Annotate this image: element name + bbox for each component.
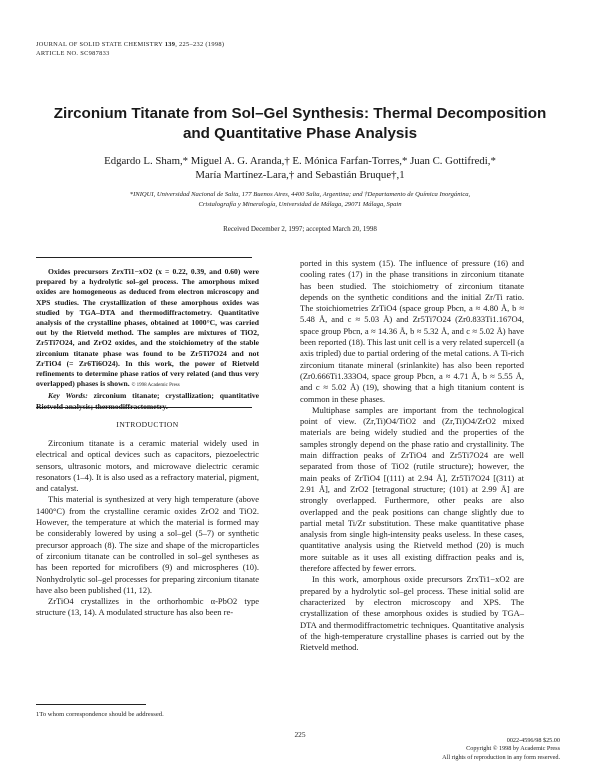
journal-volume: 139 <box>164 41 176 48</box>
affiliation-line-1: *INIQUI, Universidad Nacional de Salta, 177 Buenos Aires, 4400 Salta, Argentina; and †Departamento de Química Inorgánica, <box>129 191 471 198</box>
footnote-rule <box>36 704 146 705</box>
keywords: zirconium titanate; crystallization; quantitative Rietveld analysis; thermodiffractometry. <box>36 391 259 411</box>
affiliation-line-2: Cristalografía y Mineralogía, Universidad de Málaga, 29071 Málaga, Spain <box>198 201 402 208</box>
copyright-line: Copyright © 1998 by Academic Press <box>466 745 560 753</box>
author-list <box>40 154 560 182</box>
abstract <box>36 267 259 412</box>
journal-header <box>36 40 224 58</box>
left-column-text <box>36 438 259 619</box>
paragraph: This material is synthesized at very high temperature (above 1400°C) from the crystalline ceramic oxides ZrO2 and TiO2. However, the temperature at which the material is formed may be considerably lowered by using a sol–gel (5–7) or synthetic precursor approach (8). The size and shape of the microparticles of zirconium titanate can be controlled in sol–gel syntheses as has been reported for microfibers (9) and microspheres (10). Nonhydrolytic sol–gel processes for preparing zirconium titanate have also been published (11, 12). <box>36 494 259 595</box>
journal-pages: , 225–232 (1998) <box>175 41 225 48</box>
article-number: ARTICLE NO. SC987833 <box>36 50 110 57</box>
paragraph: ported in this system (15). The influence of pressure (16) and cooling rates (17) in the phase transitions in zirconium titanate has been studied. The stoichiometry of zirconium titanate depends on the synthetic conditions and the initial Zr/Ti ratio. The stoichiometries ZrTiO4 (space group Pbcn, a ≈ 4.80 Å, b ≈ 5.48 Å, and c ≈ 5.03 Å) and Zr5Ti7O24 (Zr0.833Ti1.167O4, space group Pbcn, a ≈ 14.36 Å, b ≈ 5.32 Å, and c ≈ 5.02 Å) have been reported (18). This last unit cell is a very related supercell (a axis tripled) due to partial ordering of the metal cations. A Ti-rich zirconium titanate mineral (srinlankite) has also been reported (Zr0.666Ti1.333O4, space group Pbcn, a ≈ 4.71 Å, b ≈ 5.55 Å, and c ≈ 5.02 Å) (19), showing that a high titanium content is common in these phases. <box>300 258 524 404</box>
journal-name: JOURNAL OF SOLID STATE CHEMISTRY <box>36 41 165 48</box>
copyright-block <box>360 737 560 762</box>
paragraph: In this work, amorphous oxide precursors ZrxTi1−xO2 are prepared by a hydrolytic sol–gel process. These initial solid are characterized by electron microscopy and XPS. The crystallization of these amorphous oxides is studied by TGA–DTA and thermodiffractometric techniques. Quantitative analysis of the high-temperature crystalline phases is carried out by the Rietveld method. <box>300 574 524 653</box>
copyright-line: 0022-4596/98 $25.00 <box>506 737 560 744</box>
paragraph: Zirconium titanate is a ceramic material widely used in electrical and optical devices such as capacitors, piezoelectric sensors, ultrasonic motors, and microwave dielectric ceramic resonators (1–4). It is also used as a refractory material, pigment, and catalyst. <box>36 438 259 494</box>
affiliations <box>55 190 545 210</box>
paper-title <box>40 104 560 144</box>
authors-line-2: María Martínez-Lara,† and Sebastián Bruque†,1 <box>195 169 405 181</box>
abstract-top-rule <box>36 257 252 258</box>
footnote: 1To whom correspondence should be addressed. <box>36 711 164 718</box>
paragraph: ZrTiO4 crystallizes in the orthorhombic α-PbO2 type structure (13, 14). A modulated structure has also been re- <box>36 596 259 618</box>
paper-title-line-2: and Quantitative Phase Analysis <box>182 125 418 142</box>
paragraph: Multiphase samples are important from the technological point of view. (Zr,Ti)O4/TiO2 and (Zr,Ti)O4/ZrO2 mixed materials are being widely studied and the properties of the samples strongly depend on the phase ratio and crystallinity. The main diffraction peaks of ZrTiO4 and Zr5Ti7O24 are well separated from those of TiO2 (rutile structure); however, the main peaks of ZrTiO4 [(111) at 2.94 Å], Zr5Ti7O24 [(311) at 2.91 Å], and ZrO2 [tetragonal structure; (101) at 2.99 Å] are strongly overlapped. Furthermore, other peaks are also overlapped and the peak positions can change slightly due to partial metal Ti/Zr substitution. These make quantitative phase analysis from single high-intensity peaks useless. In these cases, quantitative analysis using the Rietveld method (20) is much more suitable as it uses all existing diffraction peaks and is, therefore affected by fewer errors. <box>300 404 524 574</box>
copyright-line: All rights of reproduction in any form reserved. <box>442 753 560 761</box>
abstract-bottom-rule <box>36 407 252 408</box>
paper-title-line-1: Zirconium Titanate from Sol–Gel Synthesis: Thermal Decomposition <box>53 105 547 122</box>
authors-line-1: Edgardo L. Sham,* Miguel A. G. Aranda,† E. Mónica Farfan-Torres,* Juan C. Gottifredi,* <box>104 155 496 167</box>
keywords-label: Key Words: <box>48 391 88 401</box>
page-number: 225 <box>294 730 306 739</box>
press-credit: © 1998 Academic Press <box>131 383 180 389</box>
right-column-text <box>300 258 524 653</box>
section-heading-introduction: INTRODUCTION <box>116 420 179 429</box>
received-dates: Received December 2, 1997; accepted March 20, 1998 <box>223 225 377 233</box>
abstract-text: Oxides precursors ZrxTi1−xO2 (x = 0.22, 0.39, and 0.60) were prepared by a hydrolytic sol–gel process. The amorphous mixed oxides are homogeneous as deduced from electron microscopy and XPS studies. The crystallization of these amorphous oxides was studied by TGA–DTA and thermodiffractometry. Quantitative analysis of the crystalline phases, obtained at 1000°C, was carried out by the Rietveld method. The samples are mixtures of TiO2, Zr5Ti7O24, and ZrO2 oxides, and the stoichiometry of the stable zirconium titanate phase was found to be Zr5Ti7O24 and not ZrTiO4 (= Zr6Ti6O24). In this work, the power of Rietveld refinements to determine phase ratios of very related (and thus very overlapped) phases is shown. <box>36 267 259 389</box>
